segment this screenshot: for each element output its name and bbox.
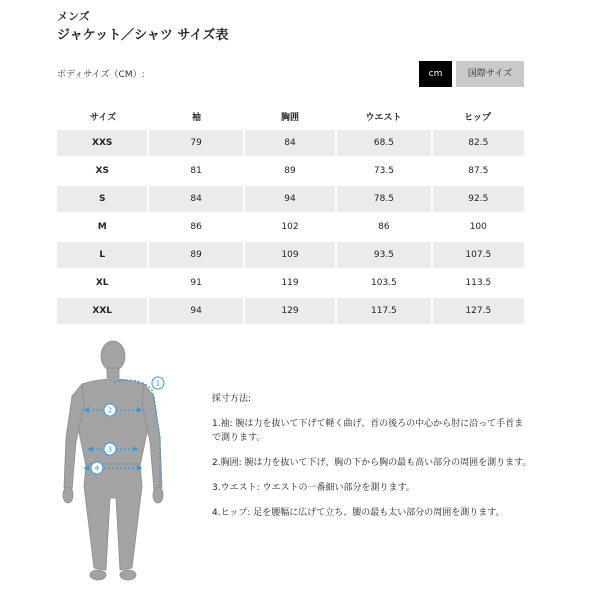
unit-cm-button[interactable]: cm <box>419 61 452 87</box>
size-cell: M <box>97 222 107 232</box>
marker-4: 4 <box>94 464 100 473</box>
table-row <box>57 242 524 268</box>
waist-cell: 78.5 <box>335 186 430 212</box>
size-cell: S <box>98 194 106 204</box>
sleeve-cell: 86 <box>190 222 202 232</box>
instructions-title: 採寸方法: <box>212 394 252 404</box>
waist-cell: 68.5 <box>335 130 430 156</box>
size-cell: L <box>99 250 106 260</box>
size-table <box>57 104 524 324</box>
chest-cell: 94 <box>243 186 335 212</box>
waist-cell: 117.5 <box>335 298 430 324</box>
table-row <box>57 130 524 156</box>
header-chest: 胸囲 <box>280 112 299 123</box>
table-row <box>57 158 524 184</box>
hip-cell: 82.5 <box>431 130 524 156</box>
header-hip: ヒップ <box>464 112 491 123</box>
sleeve-cell: 84 <box>147 186 242 212</box>
size-cell: XS <box>95 166 109 176</box>
marker-3: 3 <box>107 445 113 454</box>
table-row <box>57 186 524 212</box>
hip-cell: 87.5 <box>468 166 489 176</box>
header-waist: ウエスト <box>365 112 402 123</box>
body-size-label: ボディサイズ（CM）: <box>57 70 145 80</box>
body-measurement-figure <box>60 338 190 593</box>
chest-cell: 119 <box>281 278 299 288</box>
header-size: サイズ <box>89 112 117 123</box>
sleeve-cell: 94 <box>147 298 242 324</box>
sleeve-cell: 79 <box>147 130 242 156</box>
waist-cell: 86 <box>378 222 390 232</box>
size-cell: XL <box>95 278 109 288</box>
instruction-chest: 2.胸囲: 腕は力を抜いて下げ、胸の下から胸の最も高い部分の周囲を測ります。 <box>212 458 532 468</box>
human-body-illustration <box>60 338 190 593</box>
table-row <box>57 214 524 240</box>
sleeve-cell: 89 <box>147 242 242 268</box>
marker-2: 2 <box>107 406 113 415</box>
sleeve-cell: 91 <box>190 278 202 288</box>
table-row <box>57 298 524 324</box>
size-cell: XXS <box>92 138 113 148</box>
table-header <box>57 104 524 128</box>
instruction-hip: 4.ヒップ: 足を腰幅に広げて立ち、腰の最も太い部分の周囲を測ります。 <box>212 508 505 518</box>
marker-1: 1 <box>155 379 161 388</box>
instruction-waist: 3.ウエスト: ウエストの一番細い部分を測ります。 <box>212 483 415 493</box>
page-title: ジャケット／シャツ サイズ表 <box>57 28 229 43</box>
hip-cell: 100 <box>469 222 487 232</box>
chest-cell: 89 <box>284 166 296 176</box>
hip-cell: 107.5 <box>431 242 524 268</box>
sleeve-cell: 81 <box>190 166 202 176</box>
chest-cell: 129 <box>243 298 335 324</box>
waist-cell: 73.5 <box>373 166 394 176</box>
measurement-instructions <box>212 392 532 531</box>
chest-cell: 102 <box>281 222 299 232</box>
hip-cell: 127.5 <box>431 298 524 324</box>
chest-cell: 84 <box>243 130 335 156</box>
table-row <box>57 270 524 296</box>
waist-cell: 93.5 <box>335 242 430 268</box>
chest-cell: 109 <box>243 242 335 268</box>
category-label: メンズ <box>57 10 90 23</box>
unit-international-button[interactable]: 国際サイズ <box>456 61 524 87</box>
size-cell: XXL <box>92 306 113 316</box>
header-sleeve: 袖 <box>191 112 201 123</box>
hip-cell: 92.5 <box>431 186 524 212</box>
hip-cell: 113.5 <box>465 278 492 288</box>
instruction-sleeve: 1.袖: 腕は力を抜いて下げて軽く曲げ、首の後ろの中心から肘に沿って手首まで測ります。 <box>212 419 524 443</box>
waist-cell: 103.5 <box>371 278 397 288</box>
